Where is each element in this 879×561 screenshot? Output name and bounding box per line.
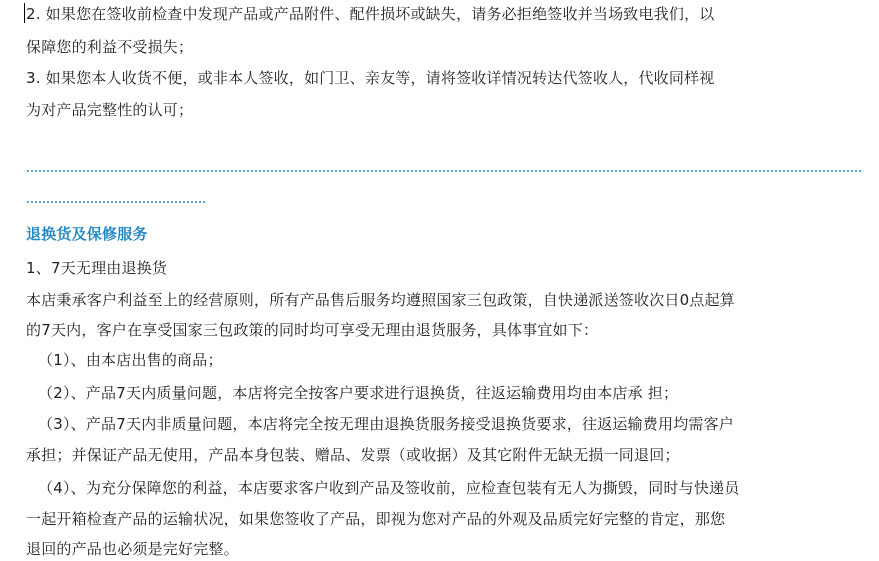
list-item-4-cont: 退回的产品也必须是完好完整。 (26, 540, 239, 558)
notice-line-3-cont: 为对产品完整性的认可； (26, 101, 194, 119)
list-item-4: （4）、为充分保障您的利益，本店要求客户收到产品及签收前，应检查包装有无人为撕毁，同时与快递员 (38, 479, 740, 497)
text-cursor (24, 3, 25, 23)
paragraph-line: 的7天内，客户在享受国家三包政策的同时均可享受无理由退货服务，具体事宜如下： (26, 321, 599, 339)
list-item-4-cont: 一起开箱检查产品的运输状况，如果您签收了产品，即视为您对产品的外观及品质完好完整的肯定，那您 (26, 510, 726, 528)
notice-line-2: 2. 如果您在签收前检查中发现产品或产品附件、配件损坏或缺失，请务必拒绝签收并当场致电我们，以 (26, 5, 715, 23)
notice-line-3: 3. 如果您本人收货不便，或非本人签收，如门卫、亲友等，请将签收详情况转达代签收人，代收同样视 (26, 69, 715, 87)
section-heading: 退换货及保修服务 (26, 225, 148, 243)
list-item-2: （2）、产品7天内质量问题，本店将完全按客户要求进行退换货，往返运输费用均由本店承 担； (38, 384, 679, 402)
list-item-3-cont: 承担；并保证产品无使用，产品本身包装、赠品、发票（或收据）及其它附件无缺无损一同退回； (26, 446, 680, 464)
dotted-divider (26, 170, 862, 172)
list-item-1: （1）、由本店出售的商品； (38, 351, 223, 369)
item-1-title: 1、7天无理由退换货 (26, 259, 168, 277)
dotted-divider-cont (26, 201, 206, 203)
notice-line-2-cont: 保障您的利益不受损失； (26, 38, 194, 56)
list-item-3: （3）、产品7天内非质量问题，本店将完全按无理由退换货服务接受退换货要求，往返运输费用均需客户 (38, 415, 734, 433)
paragraph-line: 本店秉承客户利益至上的经营原则，所有产品售后服务均遵照国家三包政策，自快递派送签收次日0点起算 (26, 291, 735, 309)
